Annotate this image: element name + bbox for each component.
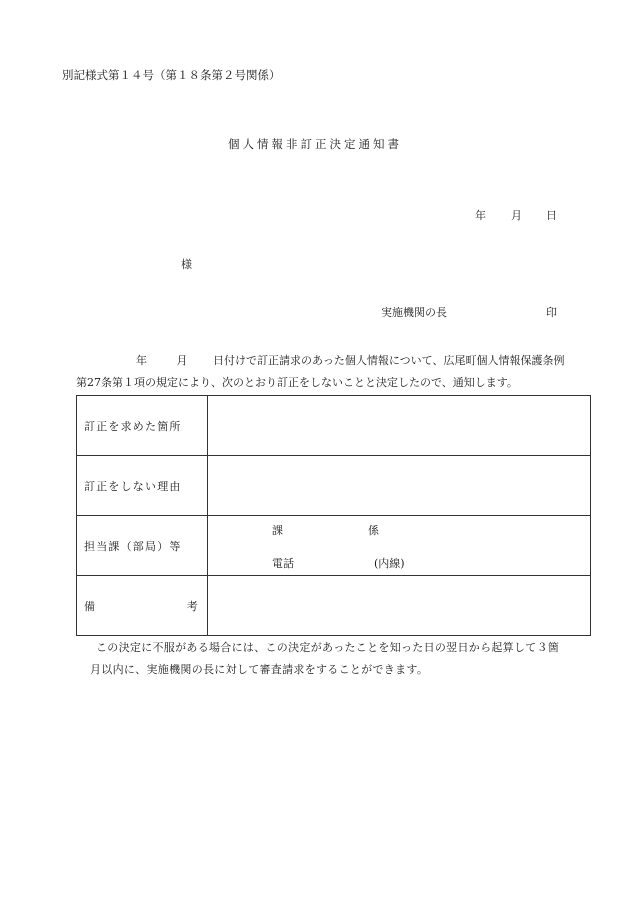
body-line-1 [136,352,564,368]
appeal-notice-line-1: この決定に不服がある場合には、この決定があったことを知った日の翌日から起算して３箇 [96,641,560,654]
body-line-1-rest: 日付けで訂正請求のあった個人情報について、広尾町個人情報保護条例 [213,354,565,367]
phone-label: 電話 [272,557,294,570]
correction-location-label: 訂正を求めた箇所 [77,396,208,456]
seal-mark: 印 [546,306,557,319]
body-year: 年 [136,354,147,367]
table-row [77,456,591,516]
section-label: 課 [272,524,283,537]
date-month: 月 [511,209,522,222]
date-year: 年 [475,209,486,222]
refusal-reason-label: 訂正をしない理由 [77,456,208,516]
department-contact [208,516,591,576]
department-label: 担当課（部局）等 [77,516,208,576]
addressee-suffix: 様 [181,258,192,271]
issuer-label: 実施機関の長 [381,306,447,319]
date-day: 日 [546,209,557,222]
remarks-value [208,576,591,636]
extension-label: (内線) [374,557,405,570]
appeal-notice-line-2: 月以内に、実施機関の長に対して審査請求をすることができます。 [90,663,429,676]
table-row [77,396,591,456]
unit-label: 係 [368,524,379,537]
detail-table [76,395,591,636]
remarks-label [77,576,208,636]
refusal-reason-value [208,456,591,516]
body-line-2: 第27条第１項の規定により、次のとおり訂正をしないことと決定したので、通知します。 [76,376,518,389]
document-title: 個人情報非訂正決定通知書 [228,137,402,151]
correction-location-value [208,396,591,456]
table-row [77,516,591,576]
body-month: 月 [176,354,188,367]
table-row [77,576,591,636]
remarks-label-right: 考 [186,599,199,613]
remarks-label-left: 備 [84,599,97,613]
form-number: 別記様式第１４号（第１８条第２号関係） [62,68,281,82]
